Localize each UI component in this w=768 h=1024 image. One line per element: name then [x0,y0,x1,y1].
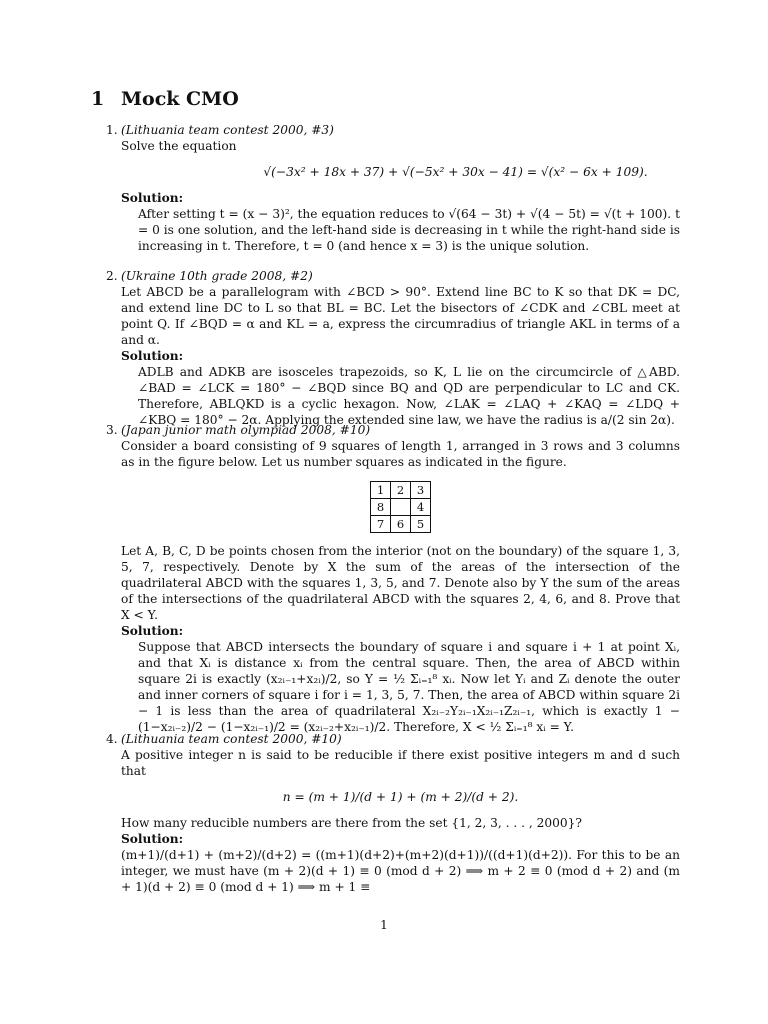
grid-cell: 3 [411,482,431,499]
grid-cell [391,499,411,516]
solution-text: ADLB and ADKB are isosceles trapezoids, so K, L lie on the circumcircle of △ABD. ∠BAD = ∠LCK = 180° − ∠BQD since BQ and QD are perpendicular to LC and CK. Therefore, ABLQKD is a cyclic hexagon. Now, ∠LAK = ∠LAQ + ∠KAQ = ∠LDQ + ∠KBQ = 180° − 2α. Applying the extended sine law, we have the radius is a/(2 sin 2α). [138,365,680,427]
solution-heading: Solution: [121,349,184,363]
problem-number: 3. [106,423,118,437]
problem-number: 4. [106,732,118,746]
grid-cell: 8 [371,499,391,516]
grid-cell: 4 [411,499,431,516]
problem-statement-continued: How many reducible numbers are there from the set {1, 2, 3, . . . , 2000}? [121,816,582,830]
problem-statement: Solve the equation [121,139,237,153]
problem-source: (Lithuania team contest 2000, #10) [121,732,342,746]
section-number: 1 [91,88,105,110]
solution-heading: Solution: [121,624,184,638]
problem-statement: Let ABCD be a parallelogram with ∠BCD > 90°. Extend line BC to K so that DK = DC, and extend line DC to L so that BL = BC. Let the bisectors of ∠CDK and ∠CBL meet at point Q. If ∠BQD = α and KL = a, express the circumradius of triangle AKL in terms of a and α. [121,285,680,347]
grid-cell: 1 [371,482,391,499]
grid-cell: 5 [411,516,431,533]
problem-statement-continued: Let A, B, C, D be points chosen from the interior (not on the boundary) of the square 1, 3, 5, 7, respectively. Denote by X the sum of the areas of the intersection of the quadrilateral ABCD with the squares 1, 3, 5, and 7. Denote also by Y the sum of the areas of the intersections of the quadrilateral ABCD with the squares 2, 4, 6, and 8. Prove that X < Y. [121,544,680,622]
problem-3 [100,422,680,735]
problem-number: 2. [106,269,118,283]
grid-cell: 2 [391,482,411,499]
problem-source: (Japan junior math olympiad 2008, #10) [121,423,371,437]
section-heading [91,88,239,110]
section-title: Mock CMO [121,88,239,110]
problem-source: (Ukraine 10th grade 2008, #2) [121,269,313,283]
grid-cell: 7 [371,516,391,533]
display-equation: √(−3x² + 18x + 37) + √(−5x² + 30x − 41) = √(x² − 6x + 109). [263,165,648,179]
grid-cell: 6 [391,516,411,533]
solution-text: After setting t = (x − 3)², the equation reduces to √(64 − 3t) + √(4 − 5t) = √(t + 100). t = 0 is one solution, and the left-hand side is decreasing in t while the right-hand side is increasing in t. Therefore, t = 0 (and hence x = 3) is the unique solution. [138,207,680,253]
problem-4 [100,731,680,895]
problem-source: (Lithuania team contest 2000, #3) [121,123,334,137]
solution-text: Suppose that ABCD intersects the boundary of square i and square i + 1 at point Xᵢ, and that Xᵢ is distance xᵢ from the central square. Then, the area of ABCD within square 2i is exactly (x₂ᵢ₋₁+x₂ᵢ)/2, so Y = ½ Σᵢ₌₁⁸ xᵢ. Now let Yᵢ and Zᵢ denote the outer and inner corners of square i for i = 1, 3, 5, 7. Then, the area of ABCD within square 2i − 1 is less than the area of quadrilateral X₂ᵢ₋₂Y₂ᵢ₋₁X₂ᵢ₋₁Z₂ᵢ₋₁, which is exactly 1 − (1−x₂ᵢ₋₂)/2 − (1−x₂ᵢ₋₁)/2 = (x₂ᵢ₋₂+x₂ᵢ₋₁)/2. Therefore, X < ½ Σᵢ₌₁⁸ xᵢ = Y. [138,640,680,734]
numbered-board-figure [370,481,431,533]
problem-statement: A positive integer n is said to be reducible if there exist positive integers m and d such that [121,748,680,778]
problem-number: 1. [106,123,118,137]
display-equation: n = (m + 1)/(d + 1) + (m + 2)/(d + 2). [282,790,519,804]
solution-text: (m+1)/(d+1) + (m+2)/(d+2) = ((m+1)(d+2)+(m+2)(d+1))/((d+1)(d+2)). For this to be an integer, we must have (m + 2)(d + 1) ≡ 0 (mod d + 2) ⟹ m + 2 ≡ 0 (mod d + 2) and (m + 1)(d + 2) ≡ 0 (mod d + 1) ⟹ m + 1 ≡ [121,848,680,894]
problem-2 [100,268,680,428]
page-number: 1 [380,918,388,932]
solution-heading: Solution: [121,832,184,846]
problem-statement: Consider a board consisting of 9 squares of length 1, arranged in 3 rows and 3 columns as in the figure below. Let us number squares as indicated in the figure. [121,439,680,469]
problem-1 [100,122,680,254]
solution-heading: Solution: [121,191,184,205]
